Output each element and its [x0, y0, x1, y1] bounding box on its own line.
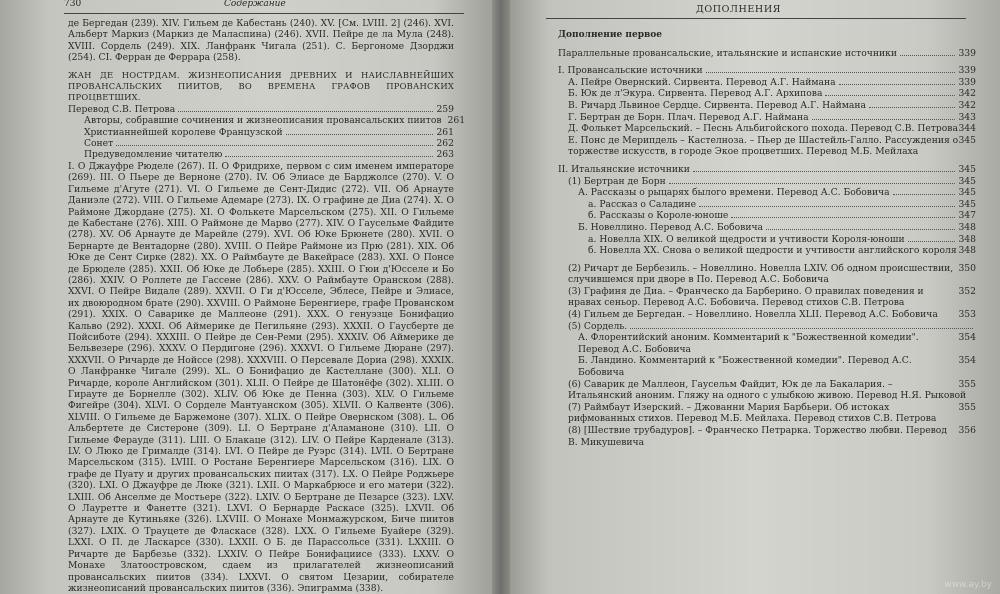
leader-dots [286, 133, 434, 135]
leader-dots [893, 193, 956, 195]
entry-title: (3) Графиня де Диа. – Франческо да Барберино. О правилах поведения и нравах сеньор. Перевод А.С. Бобовича. Перевод стихов С.В. Петрова [568, 285, 924, 309]
subentry-title: Авторы, собравшие сочинения и жизнеописания провансальских пиитов [84, 115, 442, 127]
toc-subentry [68, 138, 454, 149]
toc-entry [558, 135, 976, 158]
subentry-title: Христианнейшей королеве Французской [84, 126, 283, 138]
entry-page: 350 [958, 262, 976, 274]
leader-dots [766, 228, 955, 230]
leader-dots [669, 182, 956, 184]
entry-title: б. Рассказы о Короле-юноше [588, 210, 729, 222]
leader-dots [869, 106, 956, 108]
toc-entry [558, 402, 976, 425]
subentries-list [68, 115, 466, 161]
book-gutter [492, 0, 510, 594]
entry-page: 339 [958, 47, 976, 59]
entry-page: 353 [958, 309, 976, 321]
main-translator: Перевод С.В. Петрова [68, 103, 176, 115]
entry-title: А. Пейре Овернский. Сирвента. Перевод А.Г. Наймана [568, 76, 836, 88]
leader-dots [699, 205, 955, 207]
entry-page: 356 [958, 425, 976, 436]
entry-page: 354 [958, 355, 976, 367]
entry-page: 354 [958, 332, 976, 344]
entry-title: Параллельные провансальские, итальянские и испанские источники [558, 47, 897, 59]
toc-entry [558, 210, 976, 222]
entry-title: II. Итальянские источники [558, 163, 690, 175]
entry-title: Г. Бертран де Борн. Плач. Перевод А.Г. Наймана [568, 111, 809, 123]
entry-title: А. Флорентийский аноним. Комментарий к "Божественной комедии". Перевод А.С. Бобовича [578, 332, 919, 355]
left-page-body [68, 18, 466, 594]
entry-page: 345 [958, 187, 976, 199]
entry-title: а. Рассказ о Саладине [588, 198, 697, 210]
toc-entry [558, 379, 976, 402]
entry-page: 342 [958, 88, 976, 100]
entry-page: 355 [958, 401, 976, 413]
leader-dots [630, 327, 973, 329]
toc-entry [558, 355, 976, 378]
toc-entry [558, 77, 976, 89]
entry-title: (2) Ричарт де Бербезиль. – Новеллино. Новелла LXIV. Об одном происшествии, случившемся при дворе в По. Перевод А.С. Бобовича [568, 262, 954, 286]
entry-title: Б. Юк де л'Экура. Сирвента. Перевод А.Г. Архипова [568, 88, 823, 100]
right-running-header [546, 4, 966, 19]
toc-entry [558, 321, 976, 333]
watermark: www.ay.by [944, 580, 992, 590]
page-number: 730 [64, 0, 82, 9]
toc-entry [558, 65, 976, 77]
entry-page: 343 [958, 111, 976, 123]
entry-title: а. Новелла XIX. О великой щедрости и учтивости Короля-юноши [588, 233, 905, 245]
entry-page: 342 [958, 99, 976, 111]
toc-subentry [68, 127, 454, 138]
toc-entry [558, 164, 976, 176]
intro-paragraph: де Бергедан (239). XIV. Гильем де Кабестань (240). XV. [См. LVIII. 2] (246). XVI. Альберт Маркиз (Маркиз де Маласпина) (246). XVII. Пейре де ла Мула (248). XVIII. Сордель (249). XIX. Ланфранк Чигала (251). С. Бергономе Дзорджи (254). CI. Ферран де Феррара (258). [68, 18, 454, 64]
entry-title: (6) Саварик де Маллеон, Гаусельм Файдит, Юк де ла Бакалария. – Итальянский аноним. Гляжу на одного с улыбкою живою. Перевод Н.Я. Рыковой [568, 378, 967, 402]
entry-title: Е. Понс де Мерипдель – Кастелноза. – Пьер де Шастейль-Галло. Рассуждения о торжестве искусств, в городе Экое процветших. Перевод М.Б. Мейлаха [568, 134, 959, 158]
leader-dots [731, 216, 955, 218]
toc-entry [558, 332, 976, 355]
entry-page: 339 [958, 76, 976, 88]
subentry-page: 261 [447, 115, 466, 127]
subentry-page: 261 [436, 126, 454, 138]
toc-entry [558, 245, 976, 257]
entry-title: I. Провансальские источники [558, 65, 703, 77]
toc-entry [558, 100, 976, 112]
entry-title: Б. Ландино. Комментарий к "Божественной комедии". Перевод А.С. Бобовича [578, 355, 912, 379]
running-title-right: ДОПОЛНЕНИЯ [696, 4, 781, 15]
leader-dots [812, 118, 956, 120]
leader-dots [693, 170, 956, 172]
subentry-title: Сонет [84, 138, 114, 150]
toc-entry [558, 286, 976, 309]
subentry-page: 263 [436, 149, 454, 161]
toc-entry [558, 309, 976, 321]
left-running-header [64, 0, 464, 14]
entry-title: (7) Раймбаут Изерский. – Джованни Мария Барбьери. Об истоках рифмованных стихов. Перевод М.Б. Мейлаха. Перевод стихов С.В. Петрова [568, 401, 937, 425]
entry-page: 345 [958, 175, 976, 187]
entry-page: 345 [958, 134, 976, 146]
entry-title: Д. Фолькет Марсельский. – Песнь Альбигойского похода. Перевод С.В. Петрова [568, 123, 958, 135]
leader-dots [825, 94, 955, 96]
entry-page: 339 [958, 65, 976, 77]
right-page [510, 0, 1000, 594]
toc-subentry [68, 149, 454, 160]
entry-title: В. Ричард Львиное Сердце. Сирвента. Перевод А.Г. Наймана [568, 99, 866, 111]
toc-entry [558, 48, 976, 60]
main-heading: ЖАН ДЕ НОСТРДАМ. ЖИЗНЕОПИСАНИЯ ДРЕВНИХ И НАИСЛАВНЕЙШИХ ПРОВАНСАЛЬСКИХ ПИИТОВ, ВО ВРЕМЕНА ГРАФОВ ПРОВАНСКИХ ПРОЦВЕТШИХ. [68, 69, 454, 103]
toc-subentry [68, 115, 466, 127]
entry-page: 345 [958, 198, 976, 210]
entry-page: 345 [958, 163, 976, 175]
entry-title: Б. Новеллино. Перевод А.С. Бобовича [578, 221, 764, 233]
toc-entries [558, 48, 976, 449]
entry-title: б. Новелла XX. Снова о великой щедрости и учтивости английского короля [588, 245, 957, 257]
toc-entry [558, 176, 976, 188]
entry-page: 352 [958, 285, 976, 297]
toc-entry [558, 187, 976, 199]
main-page: 259 [436, 103, 454, 115]
toc-entry [558, 425, 976, 448]
leader-dots [225, 155, 433, 157]
entry-page: 355 [958, 378, 976, 390]
toc-entry [558, 263, 976, 286]
entry-title: (8) [Шествие трубадуров]. – Франческо Петрарка. Торжество любви. Перевод В. Микушевича [568, 425, 947, 448]
entry-title: (4) Гильем де Бергедан. – Новеллино. Новелла XLII. Перевод А.С. Бобовича [568, 309, 938, 321]
leader-dots [900, 54, 956, 56]
toc-entry [558, 234, 976, 246]
leader-dots [839, 83, 956, 85]
entry-page: 348 [958, 233, 976, 245]
toc-entry [558, 199, 976, 211]
lives-list: I. О Джауфре Рюделе (267). II. О Фридрихе, первом с сим именем императоре (269). III. О Пьере де Верноне (270). IV. Об Элиасе де Барджолсе (270). V. О Гильеме д'Агуте (271). VI. О Гильеме де Сент-Дидис (272). VII. Об Арнауте Даниэле (272). VIII. О Гильеме Адемаре (273). IX. О графине де Диа (274). X. О Раймоне Джордане (275). XI. О Фолькете Марсельском (275). XII. О Гильеме де Кабестане (276). XIII. О Раймоне де Марво (277). XIV. О Гаусельме Файдите (278). XV. Об Арнауте де Марейле (279). XVI. Об Юке Брюнете (280). XVII. О Бернарте де Вентадорне (280). XVIII. О Пейре Раймоне из Прю (281). XIX. Об Юке де Сент Сирке (282). XX. О Раймбауте де Вакейрасе (283). XXI. О Понсе де Брюделе (285). XXII. Об Юке де Лобьере (285). XXIII. О Гюи д'Юсселе и Бо (286). XXIV. О Роллете де Гассене (286). XXV. О Раймбауте Оранском (288). XXVI. О Пейре Видале (289). XXVII. О Ги д'Юсселе, Эблесе, Пейре и Элиасе, их двоюродном брате (290). XXVIII. О Раймоне Беренгиере, графе Прованском (291). XXIX. О Саварике де Маллеоне (291). XXX. О генуэзце Бонифацио Кальво (292). XXXI. Об Аймерике де Пегильяне (293). XXXII. О Гаусберте де Пойсиботе (294). XXXIII. О Пейре де Сен-Реми (295). XXXIV. Об Аймерике де Бельвезере (296). XXXV. О Пердигоне (296). XXXVI. О Гильеме Дюране (297). XXXVII. О Ричарде де Нойссе (298). XXXVIII. О Персевале Дориа (298). XXXIX. О Ланфранке Чигале (299). XL. О Бонифацио де Кастеллане (300). XLI. О Ричарде, короле Английском (301). XLII. О Пейре де Шатонёфе (302). XLIII. О Гирауте де Борнелле (302). XLIV. Об Юке де Пенна (303). XLV. О Гильеме Фигейре (304). XLVI. О Сорделе Мантуанском (305). XLVII. О Калвенте (306). XLVIII. О Гильеме де Баржемоне (307). XLIX. О Пейре Овернском (308). L. Об Альбертете де Систероне (309). LI. О Бертране д'Аламаноне (310). LII. О Гильеме Ферауде (311). LIII. О Блакаце (312). LIV. О Пейре Карденале (313). LV. О Люко де Грималде (314). LVI. О Пейре де Руэрс (314). LVII. О Бертране Марсельском (315). LVIII. О Ростане Беренгиере Марсельском (316). LIX. О графе де Пуату и других провансальских пиитах (317). LX. О Пейре Роджьере (320). LXI. О Джауфре де Люке (321). LXII. О Маркабрюсе и его матери (322). LXIII. Об Анселме де Мостьере (322). LXIV. О Бертране де Пезарсе (323). LXV. О Лауретте и Фанетте (321). LXVI. О Бернарде Раскасе (325). LXVII. Об Арнауте де Кутиньяке (326). LXVIII. О Монахе Монмажурском, Бичe пиитов (327). LXIX. О Трауцете де Фласкасе (328). LXX. О Гильеме Буайере (329). LXXI. О П. де Ласкарсе (330). LXXII. О Б. де Парассольсе (331). LXXIII. О Ричарте де Барбезье (332). LXXIV. О Пейре Бонифациисе (333). LXXV. О Монахе Златоостровском, сдаем из прилагателей жизнеописаний провансальских пиитов (334). LXXVI. О святом Цезарии, собирателе жизнеописаний провансальских пиитов (336). Эпиграмма (338). [68, 160, 454, 594]
running-title: Содержание [224, 0, 286, 9]
toc-entry [558, 88, 976, 100]
left-page [0, 0, 492, 594]
right-page-body [558, 30, 976, 448]
subentry-title: Предуведомление читателю [84, 149, 223, 161]
subentry-page: 262 [436, 138, 454, 150]
toc-entry [558, 222, 976, 234]
entry-title: А. Рассказы о рыцарях былого времени. Перевод А.С. Бобовича [578, 187, 890, 199]
toc-entry [558, 123, 976, 135]
leader-dots [908, 240, 956, 242]
section-title: Дополнение первое [558, 30, 662, 40]
entry-title: (5) Сордель. [568, 320, 628, 332]
main-translator-row [68, 104, 454, 115]
entry-page: 347 [958, 210, 976, 222]
entry-page: 348 [958, 221, 976, 233]
leader-dots [178, 110, 433, 112]
entry-title: (1) Бертран де Борн [568, 175, 666, 187]
leader-dots [116, 144, 433, 146]
entry-page: 344 [958, 123, 976, 135]
leader-dots [706, 71, 956, 73]
entry-page: 348 [958, 245, 976, 257]
toc-entry [558, 112, 976, 124]
